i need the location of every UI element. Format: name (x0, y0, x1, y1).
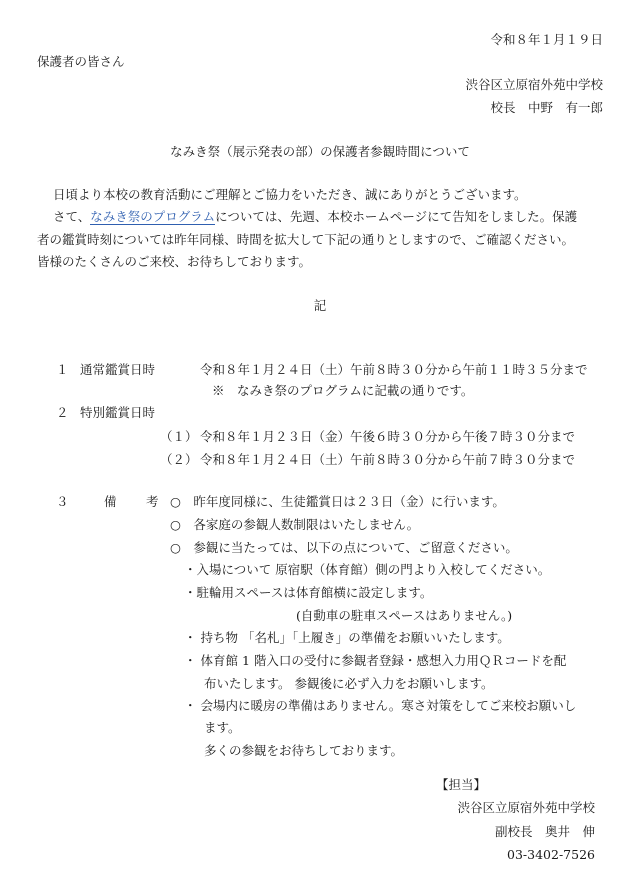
addressee: 保護者の皆さん (37, 54, 125, 69)
contact-school: 渋谷区立原宿外苑中学校 (457, 800, 595, 815)
remark-sub-qr-line2: 布いたします。 参観後に必ず入力をお願いします。 (204, 676, 494, 691)
contact-person: 副校長 奥井 伸 (494, 824, 595, 839)
remark-sub-heating-line2: ます。 (204, 720, 241, 735)
item1-number: １ (56, 362, 69, 377)
body-line-3: 者の鑑賞時刻については昨年同様、時間を拡大して下記の通りとしますので、ご確認ください。 (37, 232, 575, 247)
item2-number: ２ (56, 405, 69, 420)
program-link[interactable]: なみき祭のプログラム (90, 209, 216, 224)
body-line-2 (53, 211, 577, 224)
item1-note: ※ なみき祭のプログラムに記載の通りです。 (212, 383, 474, 398)
item2-entry-2-number: （２） (160, 452, 198, 467)
remark-sub-belongings: ・ 持ち物 「名札」「上履き」の準備をお願いいたします。 (184, 630, 510, 645)
document-date: 令和８年１月１９日 (490, 32, 603, 47)
remark-circle-3: ○ 参観に当たっては、以下の点について、ご留意ください。 (170, 540, 518, 555)
body-line-4: 皆様のたくさんのご来校、お待ちしております。 (37, 254, 312, 269)
item3-number: ３ (56, 494, 69, 509)
remark-circle-1: ○ 昨年度同様に、生徒鑑賞日は２３日（金）に行います。 (170, 494, 505, 509)
remark-sub-bicycle-note: (自動車の駐車スペースはありません。) (296, 608, 513, 623)
contact-heading: 【担当】 (436, 777, 487, 792)
item1-label: 通常鑑賞日時 (80, 362, 156, 377)
ki-heading: 記 (313, 298, 327, 313)
body-line-1: 日頃より本校の教育活動にご理解とご協力をいただき、誠にありがとうございます。 (53, 187, 527, 202)
remark-circle-2: ○ 各家庭の参観人数制限はいたしません。 (170, 517, 420, 532)
contact-phone: 03-3402-7526 (507, 847, 595, 862)
remark-sub-qr-line1: ・ 体育館 1 階入口の受付に参観者登録・感想入力用ＱＲコードを配 (184, 653, 567, 668)
sender-principal: 校長 中野 有一郎 (490, 100, 603, 115)
item2-label: 特別鑑賞日時 (80, 405, 156, 420)
remark-sub-bicycle: ・駐輪用スペースは体育館横に設定します。 (184, 585, 433, 600)
remark-sub-entrance: ・入場について 原宿駅（体育館）側の門より入校してください。 (184, 562, 551, 577)
item2-entry-1-text: 令和８年１月２３日（金）午後６時３０分から午後７時３０分まで (200, 429, 576, 444)
item2-entry-1-number: （１） (160, 429, 198, 444)
sender-school: 渋谷区立原宿外苑中学校 (465, 77, 603, 92)
item1-value: 令和８年１月２４日（土）午前８時３０分から午前１１時３５分まで (200, 362, 588, 377)
remark-closing: 多くの参観をお待ちしております。 (204, 743, 404, 758)
item3-label-kou: 考 (146, 494, 159, 509)
item2-entry-2-text: 令和８年１月２４日（土）午前８時３０分から午前７時３０分まで (200, 452, 576, 467)
body-line-2-post: については、先週、本校ホームページにて告知をしました。保護 (215, 209, 578, 224)
body-line-2-pre: さて、 (53, 209, 91, 224)
document-title: なみき祭（展示発表の部）の保護者参観時間について (170, 144, 470, 159)
remark-sub-heating-line1: ・ 会場内に暖房の準備はありません。寒さ対策をしてご来校お願いし (184, 698, 577, 713)
item3-label-bi: 備 (104, 494, 117, 509)
